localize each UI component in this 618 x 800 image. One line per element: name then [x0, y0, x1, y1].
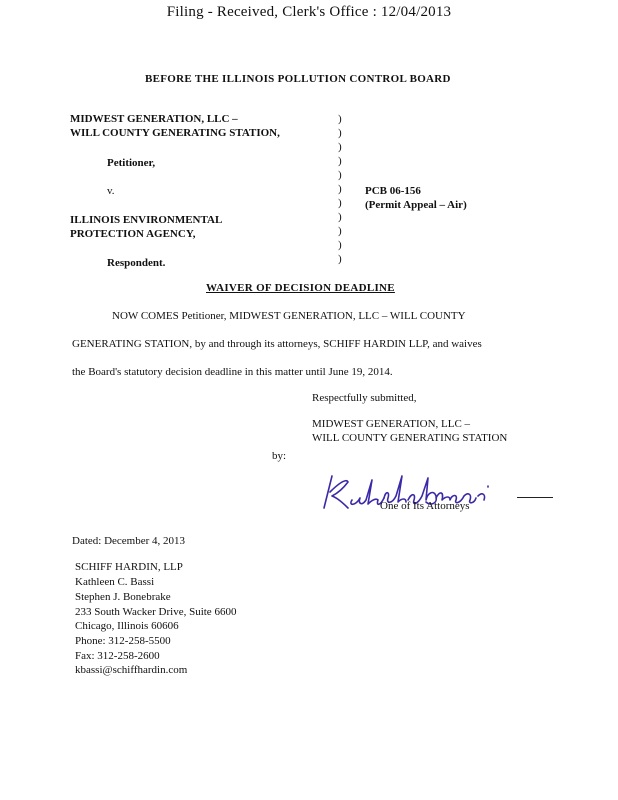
document-title: WAIVER OF DECISION DEADLINE	[206, 282, 395, 294]
filing-stamp-header: Filing - Received, Clerk's Office : 12/04/2013	[166, 4, 452, 20]
caption-parenthesis: )	[338, 253, 342, 265]
caption-parenthesis: )	[338, 225, 342, 237]
caption-parenthesis: )	[338, 127, 342, 139]
respondent-role: Respondent.	[107, 257, 166, 269]
respondent-name-line2: PROTECTION AGENCY,	[70, 228, 196, 240]
firm-email: kbassi@schiffhardin.com	[75, 664, 188, 676]
body-line: GENERATING STATION, by and through its attorneys, SCHIFF HARDIN LLP, and waives	[72, 338, 482, 350]
body-line: NOW COMES Petitioner, MIDWEST GENERATION, LLC – WILL COUNTY	[112, 310, 466, 322]
by-label: by:	[272, 450, 287, 462]
respectfully-submitted: Respectfully submitted,	[312, 392, 417, 404]
firm-phone: Phone: 312-258-5500	[75, 635, 171, 647]
party-name-line1: MIDWEST GENERATION, LLC –	[312, 418, 471, 430]
board-title: BEFORE THE ILLINOIS POLLUTION CONTROL BOARD	[145, 73, 451, 85]
case-number: PCB 06-156	[365, 185, 421, 197]
signature-line	[517, 497, 553, 498]
caption-parenthesis: )	[338, 169, 342, 181]
petitioner-role: Petitioner,	[107, 157, 156, 169]
dated-line: Dated: December 4, 2013	[72, 535, 186, 547]
firm-fax: Fax: 312-258-2600	[75, 650, 160, 662]
caption-parenthesis: )	[338, 141, 342, 153]
petitioner-name-line1: MIDWEST GENERATION, LLC –	[70, 113, 238, 125]
caption-parenthesis: )	[338, 197, 342, 209]
attorney-name: Kathleen C. Bassi	[75, 576, 155, 588]
caption-parenthesis: )	[338, 239, 342, 251]
caption-parenthesis: )	[338, 155, 342, 167]
firm-city: Chicago, Illinois 60606	[75, 620, 179, 632]
firm-address: 233 South Wacker Drive, Suite 6600	[75, 606, 237, 618]
body-line: the Board's statutory decision deadline in this matter until June 19, 2014.	[72, 366, 393, 378]
signature-text: Kathleen Bassi	[318, 470, 325, 471]
party-name-line2: WILL COUNTY GENERATING STATION	[312, 432, 508, 444]
attorney-name: Stephen J. Bonebrake	[75, 591, 171, 603]
caption-parenthesis: )	[338, 183, 342, 195]
respondent-name-line1: ILLINOIS ENVIRONMENTAL	[70, 214, 223, 226]
firm-name: SCHIFF HARDIN, LLP	[75, 561, 183, 573]
case-type: (Permit Appeal – Air)	[365, 199, 467, 211]
versus-label: v.	[107, 185, 115, 197]
caption-parenthesis: )	[338, 113, 342, 125]
petitioner-name-line2: WILL COUNTY GENERATING STATION,	[70, 127, 280, 139]
signer-caption: One of Its Attorneys	[380, 500, 470, 512]
caption-parenthesis: )	[338, 211, 342, 223]
